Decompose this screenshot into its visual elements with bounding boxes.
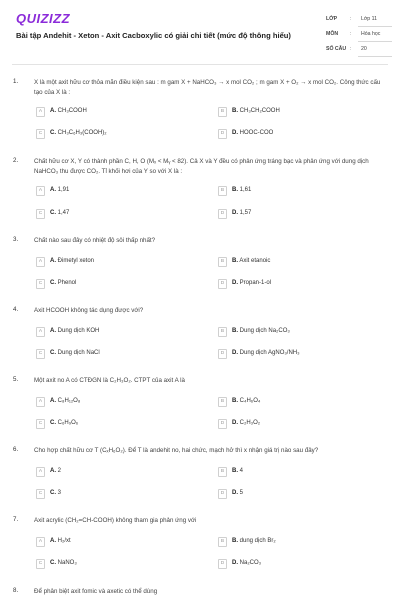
meta-row-class — [322, 12, 392, 27]
option-value: H₂/xt — [57, 538, 71, 544]
question-number: 4. — [13, 306, 19, 313]
option-key: C. — [50, 560, 56, 566]
option-key: C. — [50, 420, 56, 426]
option-text — [232, 258, 270, 264]
option-value: C₈H₁₂O₈ — [57, 398, 81, 404]
option-text — [232, 130, 273, 136]
option-key: C. — [50, 280, 56, 286]
option-letter-box: C — [36, 489, 45, 499]
option-value: Na₂CO₃ — [239, 560, 262, 566]
option-letter-box: C — [36, 279, 45, 289]
question-text: Chất nào sau đây có nhiệt độ sôi thấp nhất? — [34, 237, 156, 244]
option-key: A. — [50, 538, 56, 544]
option-letter-box: D — [218, 559, 227, 569]
option-key: D. — [232, 210, 238, 216]
option-letter-box: C — [36, 209, 45, 219]
option-key: C. — [50, 130, 56, 136]
meta-separator: : — [350, 16, 352, 22]
option-key: B. — [232, 108, 238, 114]
option-text — [50, 490, 61, 496]
option-letter-box: D — [218, 279, 227, 289]
option-value: 4 — [239, 468, 244, 474]
option-key: D. — [232, 130, 238, 136]
option-text — [50, 210, 69, 216]
option-letter-box: D — [218, 489, 227, 499]
option-value: Propan-1-ol — [239, 280, 272, 286]
option-key: A. — [50, 108, 56, 114]
question-number: 8. — [13, 587, 19, 594]
option-letter-box: B — [218, 327, 227, 337]
option-value: 5 — [239, 490, 244, 496]
option-letter-box: A — [36, 186, 45, 196]
option-text — [232, 420, 260, 426]
option-text — [50, 538, 71, 544]
question-text: Axit HCOOH không tác dụng được với? — [34, 307, 144, 314]
option-text — [50, 350, 100, 356]
option-value: HOOC-COO — [239, 130, 274, 136]
option-value: NaNO₃ — [57, 560, 77, 566]
option-letter-box: D — [218, 129, 227, 139]
question-number: 3. — [13, 236, 19, 243]
option-value: 3 — [57, 490, 62, 496]
meta-label: MÔN — [326, 31, 339, 37]
meta-label: SỐ CÂU — [326, 46, 347, 52]
option-letter-box: C — [36, 419, 45, 429]
option-value: 1,47 — [57, 210, 70, 216]
option-letter-box: A — [36, 397, 45, 407]
option-text — [50, 258, 94, 264]
question-text: Một axit no A có CTĐGN là C₂H₃O₂. CTPT của axit A là — [34, 377, 185, 384]
option-value: 1,91 — [57, 187, 70, 193]
option-letter-box: C — [36, 129, 45, 139]
meta-row-count — [322, 42, 392, 57]
option-text — [232, 350, 300, 356]
question-text: Để phân biệt axit fomic và axetic có thể dùng — [34, 588, 158, 595]
option-letter-box: D — [218, 419, 227, 429]
option-value: Phenol — [57, 280, 77, 286]
question-text: Cho hợp chất hữu cơ T (CₓH₆O₂). Để T là andehit no, hai chức, mạch hở thì x nhận giá trị nào sau đây? — [34, 447, 319, 454]
meta-label: LỚP — [326, 16, 338, 22]
option-key: B. — [232, 468, 238, 474]
option-text — [232, 210, 251, 216]
option-text — [50, 108, 87, 114]
option-key: B. — [232, 258, 238, 264]
option-letter-box: B — [218, 107, 227, 117]
option-text — [50, 187, 69, 193]
document-title: Bài tập Andehit - Xeton - Axit Cacboxylic có giải chi tiết (mức độ thông hiểu) — [16, 31, 291, 40]
option-letter-box: D — [218, 349, 227, 359]
option-text — [232, 187, 251, 193]
question-number: 5. — [13, 376, 19, 383]
option-key: A. — [50, 398, 56, 404]
option-value: C₂H₃O₂ — [239, 420, 261, 426]
meta-value: 20 — [361, 46, 367, 52]
option-text — [232, 108, 280, 114]
option-value: CH₃COOH — [57, 108, 87, 114]
option-key: C. — [50, 210, 56, 216]
option-value: C₆H₉O₆ — [57, 420, 79, 426]
option-text — [232, 328, 290, 334]
question-number: 7. — [13, 516, 19, 523]
option-letter-box: D — [218, 209, 227, 219]
option-text — [50, 280, 76, 286]
option-key: B. — [232, 538, 238, 544]
option-key: B. — [232, 187, 238, 193]
option-key: C. — [50, 350, 56, 356]
meta-value: Hóa học — [361, 31, 381, 37]
option-text — [50, 130, 107, 136]
option-letter-box: C — [36, 349, 45, 359]
option-key: A. — [50, 328, 56, 334]
header-divider — [12, 64, 388, 65]
option-value: CH₃CH₂COOH — [239, 108, 280, 114]
meta-table — [322, 12, 392, 57]
option-value: Dung dịch AgNO₃/NH₃ — [239, 350, 300, 356]
option-letter-box: C — [36, 559, 45, 569]
option-key: C. — [50, 490, 56, 496]
option-key: A. — [50, 258, 56, 264]
question-text: X là một axit hữu cơ thỏa mãn điều kiện sau : m gam X + NaHCO₃ → x mol CO₂ ; m gam X + O₂ → x mol CO₂. Công thức cấu tạo của X là : — [34, 79, 381, 96]
question-text: Axit acrylic (CH₂=CH-COOH) không tham gia phản ứng với — [34, 517, 197, 524]
option-value: Axit etanoic — [239, 258, 271, 264]
meta-separator: : — [350, 31, 352, 37]
option-text — [50, 560, 77, 566]
meta-separator: : — [350, 46, 352, 52]
document-header — [0, 0, 400, 62]
option-letter-box: B — [218, 537, 227, 547]
question-text: Chất hữu cơ X, Y có thành phần C, H, O (Mₓ < Mᵧ < 82). Cả X và Y đều có phản ứng tráng bạc và phản ứng với dung dịch NaHCO₃ thu được CO₂. Tỉ khối hơi của Y so với X là : — [34, 158, 369, 175]
option-value: 1,61 — [239, 187, 252, 193]
option-letter-box: A — [36, 257, 45, 267]
option-value: Dung dịch KOH — [57, 328, 100, 334]
question-number: 6. — [13, 446, 19, 453]
option-key: D. — [232, 280, 238, 286]
question-number: 2. — [13, 157, 19, 164]
option-value: Đimetyl xeton — [57, 258, 95, 264]
option-key: D. — [232, 350, 238, 356]
option-letter-box: B — [218, 257, 227, 267]
option-key: D. — [232, 420, 238, 426]
option-key: B. — [232, 398, 238, 404]
option-text — [232, 398, 260, 404]
option-text — [232, 490, 243, 496]
option-letter-box: A — [36, 537, 45, 547]
option-text — [50, 328, 99, 334]
question-number: 1. — [13, 78, 19, 85]
option-text — [50, 420, 78, 426]
option-letter-box: A — [36, 327, 45, 337]
option-value: 1,57 — [239, 210, 252, 216]
option-letter-box: B — [218, 467, 227, 477]
option-text — [232, 560, 261, 566]
option-key: B. — [232, 328, 238, 334]
option-text — [50, 398, 80, 404]
option-letter-box: B — [218, 186, 227, 196]
option-text — [232, 280, 271, 286]
option-letter-box: A — [36, 467, 45, 477]
option-key: D. — [232, 490, 238, 496]
option-value: dung dịch Br₂ — [239, 538, 276, 544]
meta-value: Lớp 11 — [361, 16, 377, 22]
option-value: CH₃C₆H₃(COOH)₂ — [57, 130, 107, 136]
option-value: 2 — [57, 468, 62, 474]
option-text — [232, 538, 276, 544]
option-key: A. — [50, 187, 56, 193]
option-text — [50, 468, 61, 474]
quizizz-logo: QUIZIZZ — [16, 11, 71, 26]
meta-row-subject — [322, 27, 392, 42]
option-value: Dung dịch Na₂CO₃ — [239, 328, 290, 334]
option-key: A. — [50, 468, 56, 474]
option-letter-box: A — [36, 107, 45, 117]
option-text — [232, 468, 243, 474]
option-key: D. — [232, 560, 238, 566]
option-value: Dung dịch NaCl — [57, 350, 100, 356]
option-letter-box: B — [218, 397, 227, 407]
option-value: C₄H₆O₄ — [239, 398, 261, 404]
